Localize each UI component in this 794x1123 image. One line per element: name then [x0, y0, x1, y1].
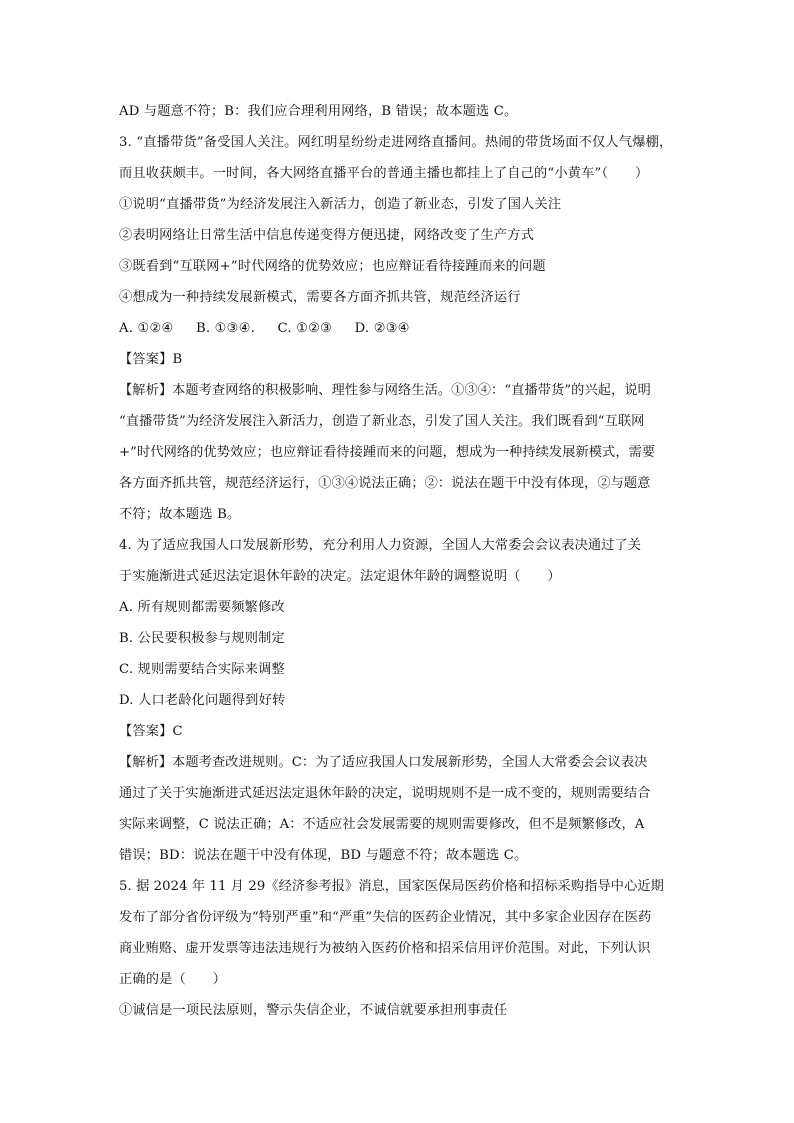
q3-analysis-line-1: 【解析】本题考查网络的积极影响、理性参与网络生活。①③④：“直播带货”的兴起，说明 [119, 383, 651, 398]
q4-stem-line-1: 4. 为了适应我国人口发展新形势，充分利用人力资源，全国人大常委会会议表决通过了关 [119, 538, 641, 553]
q3-analysis-line-3: +”时代网络的优势效应；也应辩证看待接踵而来的问题，想成为一种持续发展新模式，需要 [119, 445, 656, 460]
q3-analysis-line-5: 不符；故本题选 B。 [119, 507, 241, 522]
q3-statement-2: ②表明网络让日常生活中信息传递变得方便迅捷，网络改变了生产方式 [119, 228, 535, 243]
q3-stem-line-2: 而且收获颇丰。一时间，各大网络直播平台的普通主播也都挂上了自己的“小黄车”（ ） [119, 166, 649, 181]
q5-stem-line-1: 5. 据 2024 年 11 月 29《经济参考报》消息，国家医保局医药价格和招标采购指导中心近期 [119, 879, 664, 894]
q5-statement-1: ①诚信是一项民法原则，警示失信企业，不诚信就要承担刑事责任 [119, 1003, 508, 1018]
q4-answer: 【答案】C [119, 724, 183, 739]
q4-analysis-line-2: 通过了关于实施渐进式延迟法定退休年龄的决定，说明规则不是一成不变的，规则需要结合 [119, 786, 651, 801]
q3-option-c: C. ①②③ [277, 321, 333, 336]
q3-statement-3: ③既看到“互联网+”时代网络的优势效应；也应辩证看待接踵而来的问题 [119, 259, 546, 274]
q3-analysis-line-2: “直播带货”为经济发展注入新活力，创造了新业态，引发了国人关注。我们既看到“互联网 [119, 414, 645, 429]
q3-statement-4: ④想成为一种持续发展新模式，需要各方面齐抓共管，规范经济运行 [119, 290, 521, 305]
q5-stem-line-2: 发布了部分省份评级为“特别严重”和“严重”失信的医药企业情况，其中多家企业因存在医药 [119, 910, 652, 925]
q5-stem-line-3: 商业贿赂、虚开发票等违法违规行为被纳入医药价格和招采信用评价范围。对此，下列认识 [119, 941, 651, 956]
q4-analysis-line-3: 实际来调整，C 说法正确；A：不适应社会发展需要的规则需要修改，但不是频繁修改，A [119, 817, 645, 832]
q3-options [119, 313, 679, 344]
q3-option-d: D. ②③④ [354, 321, 410, 336]
q3-stem-line-1: 3. “直播带货”备受国人关注。网红明星纷纷走进网络直播间。热闹的带货场面不仅人气爆棚， [119, 135, 673, 150]
q4-option-a: A. 所有规则都需要频繁修改 [119, 600, 285, 615]
q4-option-d: D. 人口老龄化问题得到好转 [119, 693, 286, 708]
document-content [119, 96, 679, 1026]
q4-analysis-line-1: 【解析】本题考查改进规则。C：为了适应我国人口发展新形势，全国人大常委会会议表决 [119, 755, 648, 770]
q4-option-c: C. 规则需要结合实际来调整 [119, 662, 285, 677]
q3-option-b: B. ①③④. [195, 321, 256, 336]
q4-option-b: B. 公民要积极参与规则制定 [119, 631, 285, 646]
q2-analysis-tail: AD 与题意不符；B：我们应合理利用网络，B 错误；故本题选 C。 [119, 104, 518, 119]
q4-stem-line-2: 于实施渐进式延迟法定退休年龄的决定。法定退休年龄的调整说明（ ） [119, 569, 561, 584]
q5-stem-line-4: 正确的是（ ） [119, 972, 227, 987]
q3-answer: 【答案】B [119, 352, 183, 367]
q3-analysis-line-4: 各方面齐抓共管，规范经济运行，①③④说法正确；②：说法在题干中没有体现，②与题意 [119, 476, 651, 491]
q3-statement-1: ①说明“直播带货”为经济发展注入新活力，创造了新业态，引发了国人关注 [119, 197, 562, 212]
q3-option-a: A. ①②④ [119, 321, 174, 336]
q4-analysis-line-4: 错误；BD：说法在题干中没有体现，BD 与题意不符；故本题选 C。 [119, 848, 528, 863]
